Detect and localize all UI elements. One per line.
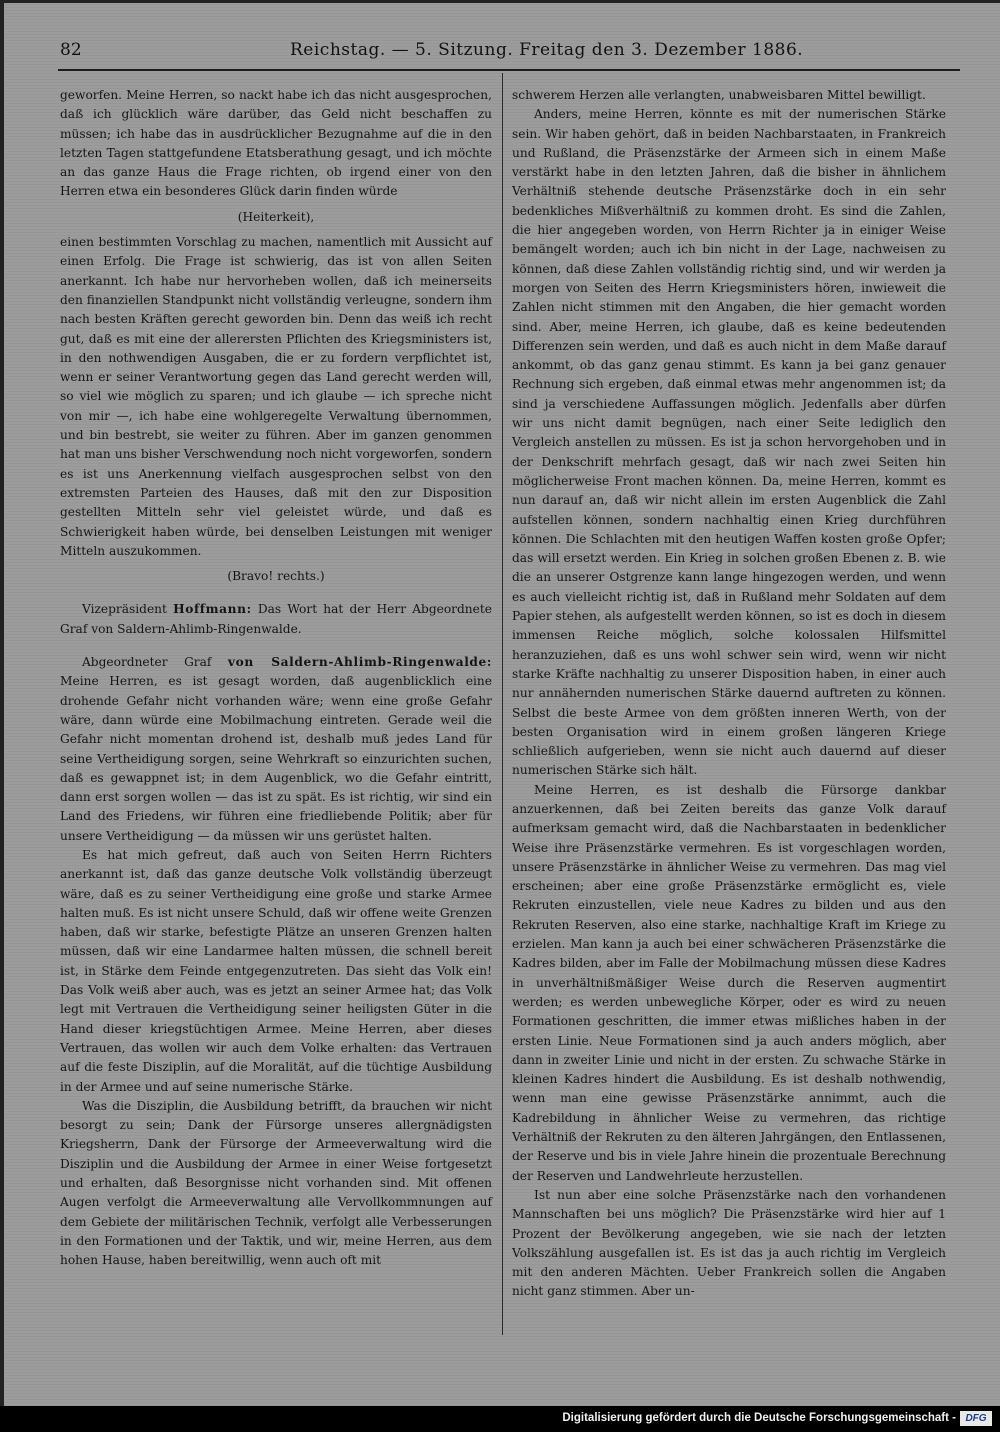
speaker-text: Meine Herren, es ist gesagt worden, daß augenblicklich eine drohende Gefahr nicht vorhanden wäre; wenn eine große Gefahr wäre, dann würde eine Mobilmachung eintreten. Gerade weil die Gefahr nicht momentan drohend ist, deshalb muß jedes Land für seine Vertheidigung sorgen, seine Wehrkraft so einzurichten suchen, daß es gewappnet ist; in dem Augenblick, wo die Gefahr eintritt, dann erst sorgen wollen — das ist zu spät. Es ist richtig, wir sind ein Land des Friedens, wir führen eine friedliebende Politik; aber für unsere Vertheidigung — da müssen wir uns gerüstet halten. <box>60 674 492 843</box>
funding-credit: Digitalisierung gefördert durch die Deutsche Forschungsgemeinschaft - <box>562 1412 956 1424</box>
interjection: (Heiterkeit), <box>237 209 315 224</box>
digitization-footer <box>0 1406 1000 1432</box>
speaker-title: Vizepräsident <box>82 602 174 617</box>
speaker-title: Abgeordneter Graf <box>82 655 228 670</box>
speaker-paragraph <box>60 600 492 639</box>
speaker-paragraph <box>60 653 492 846</box>
scan-border-top <box>0 0 1000 3</box>
speaker-text: Das Wort hat der Herr Abgeordnete Graf von Saldern-Ahlimb-Ringenwalde. <box>60 602 492 636</box>
column-divider <box>502 73 503 1335</box>
paragraph: Es hat mich gefreut, daß auch von Seiten Herrn Richters anerkannt ist, daß das ganze deutsche Volk vollständig überzeugt wäre, daß es zu seiner Vertheidigung eine große und starke Armee halten muß. Es ist nicht unsere Schuld, daß wir offene weite Grenzen haben, daß wir starke, befestigte Plätze an unseren Grenzen halten müssen, daß wir eine Landarmee halten müssen, die schnell bereit ist, in Stärke dem Feinde entgegenzutreten. Das sieht das Volk ein! Das Volk weiß aber auch, was es jetzt an seiner Armee hat; das Volk legt mit Vertrauen die Vertheidigung seiner heiligsten Güter in die Hand dieser kriegstüchtigen Armee. Meine Herren, aber dieses Vertrauen, das wollen wir auch dem Volke erhalten: das Vertrauen auf die feste Disziplin, auf die Moralität, auf die tüchtige Ausbildung in der Armee und auf seine numerische Stärke. <box>60 847 492 1094</box>
header-rule <box>58 69 960 71</box>
interjection: (Bravo! rechts.) <box>227 569 325 584</box>
speaker-name: Hoffmann: <box>173 602 252 617</box>
paragraph: einen bestimmten Vorschlag zu machen, namentlich mit Aussicht auf einen Erfolg. Die Frage ist schwierig, das ist von allen Seiten anerkannt. Ich habe nur hervorheben wollen, daß ich meinerseits den finanziellen Standpunkt nicht vollständig verleugne, sondern ihm nach besten Kräften gerecht geworden bin. Denn das weiß ich recht gut, daß es mit eine der allerersten Pflichten des Kriegsministers ist, in den nothwendigen Ausgaben, die er zu fordern verpflichtet ist, wenn er seiner Verantwortung gegen das Land gerecht werden will, so viel wie möglich zu sparen; und ich glaube — ich spreche nicht von mir —, ich habe eine wohlgeregelte Verwaltung übernommen, und bin bestrebt, sie weiter zu führen. Aber im ganzen genommen hat man uns bisher Verschwendung noch nicht vorgeworfen, sondern es ist uns Anerkennung vielfach ausgesprochen selbst von den extremsten Parteien des Hauses, daß mit den zur Disposition gestellten Mitteln sehr viel geleistet würde, und daß es Schwierigkeit haben würde, bei denselben Leistungen mit weniger Mitteln auszukommen. <box>60 235 492 558</box>
scan-border-left <box>0 0 4 1406</box>
speaker-name: von Saldern-Ahlimb-Ringenwalde: <box>227 655 493 670</box>
page-number: 82 <box>60 40 82 60</box>
paragraph: schwerem Herzen alle verlangten, unabweisbaren Mittel bewilligt. <box>512 88 926 102</box>
dfg-logo-icon: DFG <box>960 1411 992 1426</box>
page-header <box>60 36 960 66</box>
paragraph: Meine Herren, es ist deshalb die Fürsorge dankbar anzuerkennen, daß bei Zeiten bereits das ganze Volk darauf aufmerksam gemacht wird, daß die Nachbarstaaten in bedenklicher Weise ihre Präsenzstärke vermehren. Es ist vorgeschlagen worden, unsere Präsenzstärke in ähnlicher Weise zu vermehren. Das mag viel erscheinen; aber eine große Präsenzstärke ermöglicht es, viele Rekruten einzustellen, viele neue Kadres zu bilden und aus den Rekruten Reserven, also eine starke, nachhaltige Kraft im Kriege zu erzielen. Man kann ja auch bei einer schwächeren Präsenzstärke die Kadres bilden, aber im Falle der Mobilmachung müssen diese Kadres in unverhältnißmäßiger Weise durch die Reserven augmentirt werden; es werden unbewegliche Körper, oder es wird zu neuen Formationen geschritten, die immer etwas mißliches haben in der ersten Linie. Neue Formationen sind ja auch anders möglich, aber dann in zweiter Linie und nicht in der ersten. Zu schwache Stärke in kleinen Kadres hindert die Ausbildung. Es ist deshalb nothwendig, wenn man eine gewisse Präsenzstärke annimmt, auch die Kadrebildung in ähnlicher Weise zu vermehren, das richtige Verhältniß der Rekruten zu den älteren Jahrgängen, den Entlassenen, der Reserve und bis in viele Jahre hinein die prozentuale Berechnung der Reserven und Landwehrleute herzustellen. <box>512 782 946 1183</box>
paragraph: Was die Disziplin, die Ausbildung betrifft, da brauchen wir nicht besorgt zu sein; Dank der Fürsorge unseres allergnädigsten Kriegsherrn, Dank der Fürsorge der Armeeverwaltung wird die Disziplin und die Ausbildung der Armee in einer Weise fortgesetzt und erhalten, daß Besorgnisse nicht vorhanden sind. Mit offenen Augen verfolgt die Armeeverwaltung alle Vervollkommnungen auf dem Gebiete der militärischen Technik, verfolgt alle Verbesserungen in den Formationen und der Taktik, und wir, meine Herren, aus dem hohen Hause, haben bereitwillig, wenn auch oft mit <box>60 1098 492 1268</box>
running-head: Reichstag. — 5. Sitzung. Freitag den 3. Dezember 1886. <box>290 40 804 60</box>
left-column <box>60 86 492 1271</box>
paragraph: Ist nun aber eine solche Präsenzstärke nach den vorhandenen Mannschaften bei uns möglich? Die Präsenzstärke wird hier auf 1 Prozent der Bevölkerung angegeben, wie sie nach der letzten Volkszählung ausgefallen ist. Es ist das ja auch richtig im Vergleich mit den anderen Mächten. Ueber Frankreich sollen die Angaben nicht ganz stimmen. Aber un- <box>512 1187 946 1299</box>
right-column <box>512 86 946 1302</box>
paragraph: geworfen. Meine Herren, so nackt habe ich das nicht ausgesprochen, daß ich glücklich wäre darüber, das Geld nicht beschaffen zu müssen; ich habe das in ausdrücklicher Bezugnahme auf die in den letzten Tagen stattgefundene Etatsberathung gesagt, und ich möchte an das ganze Haus die Frage richten, ob irgend einer von den Herren etwa ein besonderes Glück darin finden würde <box>60 88 492 199</box>
paragraph: Anders, meine Herren, könnte es mit der numerischen Stärke sein. Wir haben gehört, daß in beiden Nachbarstaaten, in Frankreich und Rußland, die Präsenzstärke der Armeen sich in einem Maße verstärkt habe in den letzten Jahren, daß die bisher in ähnlichem Verhältniß stehende deutsche Präsenzstärke doch in ein sehr bedenkliches Mißverhältniß zu kommen droht. Es sind die Zahlen, die hier angegeben worden, von Herrn Richter ja in einiger Weise bemängelt worden; auch ich bin nicht in der Lage, nachweisen zu können, daß diese Zahlen vollständig richtig sind, und wir werden ja morgen von Seiten des Herrn Kriegsministers hören, inwieweit die Zahlen nicht stimmen mit den Angaben, die hier gemacht worden sind. Aber, meine Herren, ich glaube, daß es keine bedeutenden Differenzen sein werden, und daß es auch nicht in dem Maße darauf ankommt, ob das ganz genau stimmt. Es kann ja bei ganz genauer Rechnung sich ergeben, daß einmal etwas mehr angenommen ist; da sind ja verschiedene Auffassungen möglich. Jedenfalls aber dürfen wir uns nicht damit begnügen, nach einer Seite lediglich den Vergleich anstellen zu müssen. Es ist ja schon hervorgehoben und in der Denkschrift mehrfach gesagt, daß wir nach zwei Seiten hin möglicherweise Front machen können. Da, meine Herren, kommt es nun darauf an, daß wir nicht allein im ersten Augenblick die Zahl aufstellen können, sondern nachhaltig einen Krieg durchführen können. Die Schlachten mit den heutigen Waffen kosten große Opfer; das will ersetzt werden. Ein Krieg in solchen großen Ebenen z. B. wie die an unserer Ostgrenze kann lange hingezogen werden, und wenn es auch vielleicht richtig ist, daß in Rußland mehr Soldaten auf dem Papier stehen, als aufgestellt werden können, so ist es doch in diesem immensen Reiche möglich, solche kolossalen Hilfsmittel heranzuziehen, daß es uns wohl schwer sein wird, wenn wir nicht starke Kräfte nachhaltig zu unserer Disposition haben, in einer auch nur annähernden numerischen Stärke dauernd auftreten zu können. Selbst die beste Armee von dem größten inneren Werth, von der besten Organisation wird in einem großen längeren Kriege schließlich aufgerieben, wenn sie nicht auch dauernd auf dieser numerischen Stärke sich hält. <box>512 107 946 778</box>
